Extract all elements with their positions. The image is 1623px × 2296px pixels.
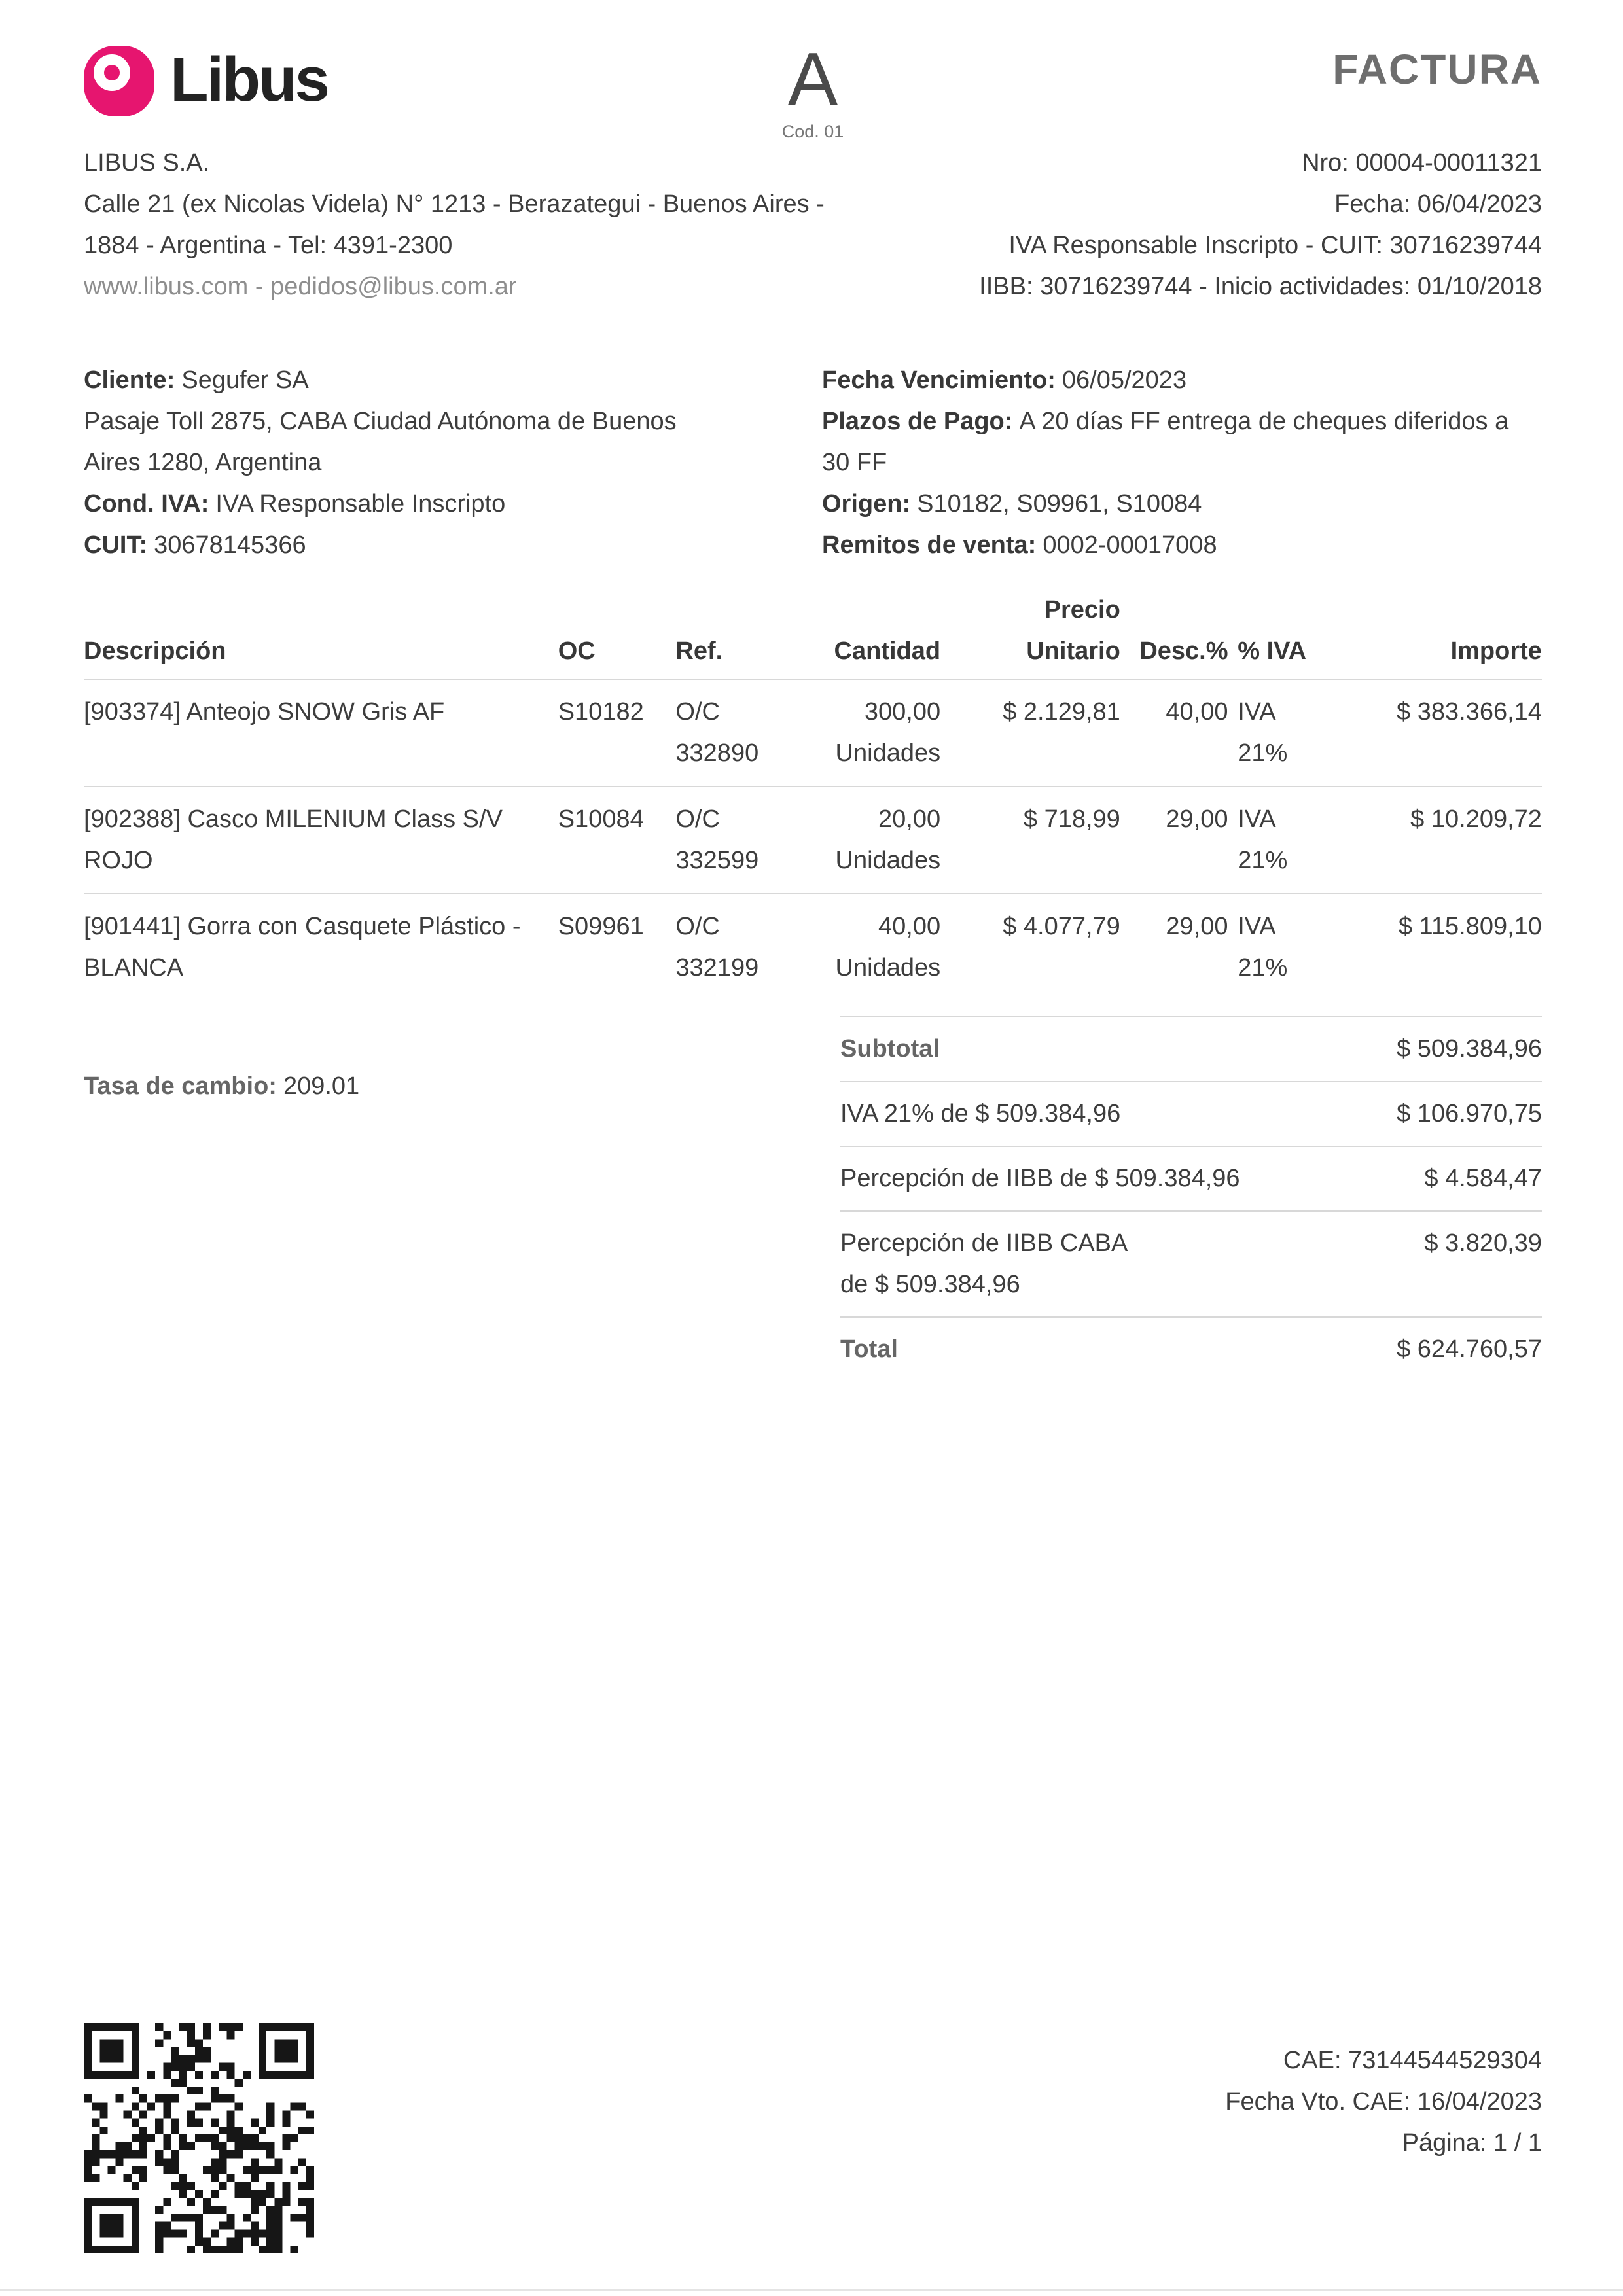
cell-importe: $ 115.809,10	[1398, 913, 1542, 940]
client-iva-value: IVA Responsable Inscripto	[215, 490, 506, 518]
cell-ref: O/C 332599	[675, 805, 759, 874]
subtotal-amount: $ 509.384,96	[1397, 1035, 1542, 1063]
table-row	[84, 680, 1542, 787]
cell-ref: O/C 332890	[675, 698, 759, 767]
invoice-number: Nro: 00004-00011321	[1302, 149, 1542, 177]
cell-descuento: 29,00	[1166, 805, 1228, 833]
client-address: Pasaje Toll 2875, CABA Ciudad Autónoma de Buenos Aires 1280, Argentina	[84, 408, 677, 476]
header-precio-unitario: Precio Unitario	[1026, 596, 1120, 665]
cae-number: CAE: 73144544529304	[1283, 2047, 1542, 2074]
invoice-meta	[979, 143, 1542, 308]
header-cantidad: Cantidad	[834, 637, 941, 665]
cell-descripcion: [901441] Gorra con Casquete Plástico - BLANCA	[84, 913, 521, 981]
client-name: Segufer SA	[181, 366, 309, 394]
company-name: LIBUS S.A.	[84, 149, 210, 177]
logo-ring-shape	[94, 54, 130, 91]
cell-oc: S10084	[558, 805, 644, 833]
cell-iva: IVA 21%	[1238, 698, 1288, 767]
cell-oc: S09961	[558, 913, 644, 940]
line-items-table	[84, 590, 1542, 1000]
iva-condition-line: IVA Responsable Inscripto - CUIT: 30716239744	[1008, 232, 1542, 259]
summary-section	[84, 1016, 1542, 1381]
cell-cantidad: 20,00 Unidades	[835, 805, 941, 874]
table-header-row	[84, 590, 1542, 680]
origin-label: Origen:	[822, 490, 911, 518]
invoice-type-box	[781, 38, 844, 141]
header-oc: OC	[558, 637, 596, 665]
cell-precio-unitario: $ 718,99	[1023, 805, 1120, 833]
delivery-notes-label: Remitos de venta:	[822, 531, 1037, 559]
client-name-line	[84, 360, 738, 401]
iva-label: IVA 21% de $ 509.384,96	[840, 1100, 1121, 1127]
exchange-rate-label: Tasa de cambio:	[84, 1072, 277, 1100]
logo-text: Libus	[170, 44, 328, 115]
header-importe: Importe	[1450, 637, 1542, 665]
client-label: Cliente:	[84, 366, 175, 394]
invoice-date: Fecha: 06/04/2023	[1334, 190, 1542, 218]
cell-iva: IVA 21%	[1238, 913, 1288, 981]
page-indicator: Página: 1 / 1	[1402, 2129, 1542, 2157]
company-contact-link[interactable]: www.libus.com - pedidos@libus.com.ar	[84, 273, 517, 300]
cell-descripcion: [902388] Casco MILENIUM Class S/V ROJO	[84, 805, 503, 874]
cell-cantidad: 300,00 Unidades	[835, 698, 941, 767]
cell-descuento: 29,00	[1166, 913, 1228, 940]
invoice-type-code: Cod. 01	[781, 121, 844, 141]
table-row	[84, 787, 1542, 894]
cell-importe: $ 10.209,72	[1410, 805, 1542, 833]
total-amount: $ 624.760,57	[1397, 1335, 1542, 1363]
payment-terms-line	[822, 401, 1542, 484]
cell-precio-unitario: $ 2.129,81	[1003, 698, 1120, 726]
subtotal-label: Subtotal	[840, 1035, 940, 1063]
exchange-rate	[84, 1066, 359, 1107]
cell-iva: IVA 21%	[1238, 805, 1288, 874]
client-iva-label: Cond. IVA:	[84, 490, 209, 518]
header	[84, 38, 1542, 308]
cell-descripcion: [903374] Anteojo SNOW Gris AF	[84, 698, 445, 726]
iibb-line: IIBB: 30716239744 - Inicio actividades: 01/10/2018	[979, 273, 1542, 300]
document-title: FACTURA	[1332, 46, 1542, 93]
origin-line	[822, 484, 1542, 525]
totals-row-iibb	[840, 1146, 1542, 1210]
totals-row-iibb-caba	[840, 1210, 1542, 1316]
iibb-caba-label: Percepción de IIBB CABA de $ 509.384,96	[840, 1229, 1127, 1298]
due-date-line	[822, 360, 1542, 401]
cell-oc: S10182	[558, 698, 644, 726]
iibb-label: Percepción de IIBB de $ 509.384,96	[840, 1165, 1240, 1192]
due-date-value: 06/05/2023	[1061, 366, 1187, 394]
due-date-label: Fecha Vencimiento:	[822, 366, 1056, 394]
header-descuento: Desc.%	[1139, 637, 1228, 665]
header-descripcion: Descripción	[84, 637, 226, 665]
company-logo	[84, 46, 843, 143]
totals-table	[840, 1016, 1542, 1381]
iibb-caba-amount: $ 3.820,39	[1424, 1229, 1542, 1257]
client-cuit-line	[84, 525, 738, 566]
total-label: Total	[840, 1335, 898, 1363]
company-address: Calle 21 (ex Nicolas Videla) N° 1213 - Berazategui - Buenos Aires - 1884 - Argentina - Tel: 4391-2300	[84, 190, 825, 259]
client-iva-line	[84, 484, 738, 525]
iva-amount: $ 106.970,75	[1397, 1100, 1542, 1127]
header-ref: Ref.	[675, 637, 723, 665]
payment-terms-value: A 20 días FF entrega de cheques diferidos a 30 FF	[822, 408, 1509, 476]
invoice-type-letter: A	[787, 38, 838, 121]
delivery-notes-line	[822, 525, 1542, 566]
payment-block	[822, 360, 1542, 566]
exchange-rate-value: 209.01	[283, 1072, 360, 1100]
totals-row-subtotal	[840, 1016, 1542, 1081]
header-iva: % IVA	[1238, 637, 1307, 665]
libus-logo-icon	[84, 46, 154, 116]
delivery-notes-value: 0002-00017008	[1043, 531, 1217, 559]
parties-section	[84, 360, 1542, 566]
client-cuit-label: CUIT:	[84, 531, 148, 559]
cell-importe: $ 383.366,14	[1397, 698, 1542, 726]
payment-terms-label: Plazos de Pago:	[822, 408, 1013, 435]
cell-precio-unitario: $ 4.077,79	[1003, 913, 1120, 940]
client-block	[84, 360, 738, 566]
qr-code	[84, 2023, 314, 2253]
cell-cantidad: 40,00 Unidades	[835, 913, 941, 981]
cell-ref: O/C 332199	[675, 913, 759, 981]
totals-row-iva	[840, 1081, 1542, 1146]
cae-expiry: Fecha Vto. CAE: 16/04/2023	[1225, 2088, 1542, 2115]
cell-descuento: 40,00	[1166, 698, 1228, 726]
table-row	[84, 894, 1542, 1000]
cae-block	[1225, 2040, 1542, 2164]
client-cuit-value: 30678145366	[154, 531, 306, 559]
iibb-amount: $ 4.584,47	[1424, 1165, 1542, 1192]
totals-row-total	[840, 1316, 1542, 1381]
footer	[84, 2023, 1542, 2253]
origin-value: S10182, S09961, S10084	[917, 490, 1202, 518]
